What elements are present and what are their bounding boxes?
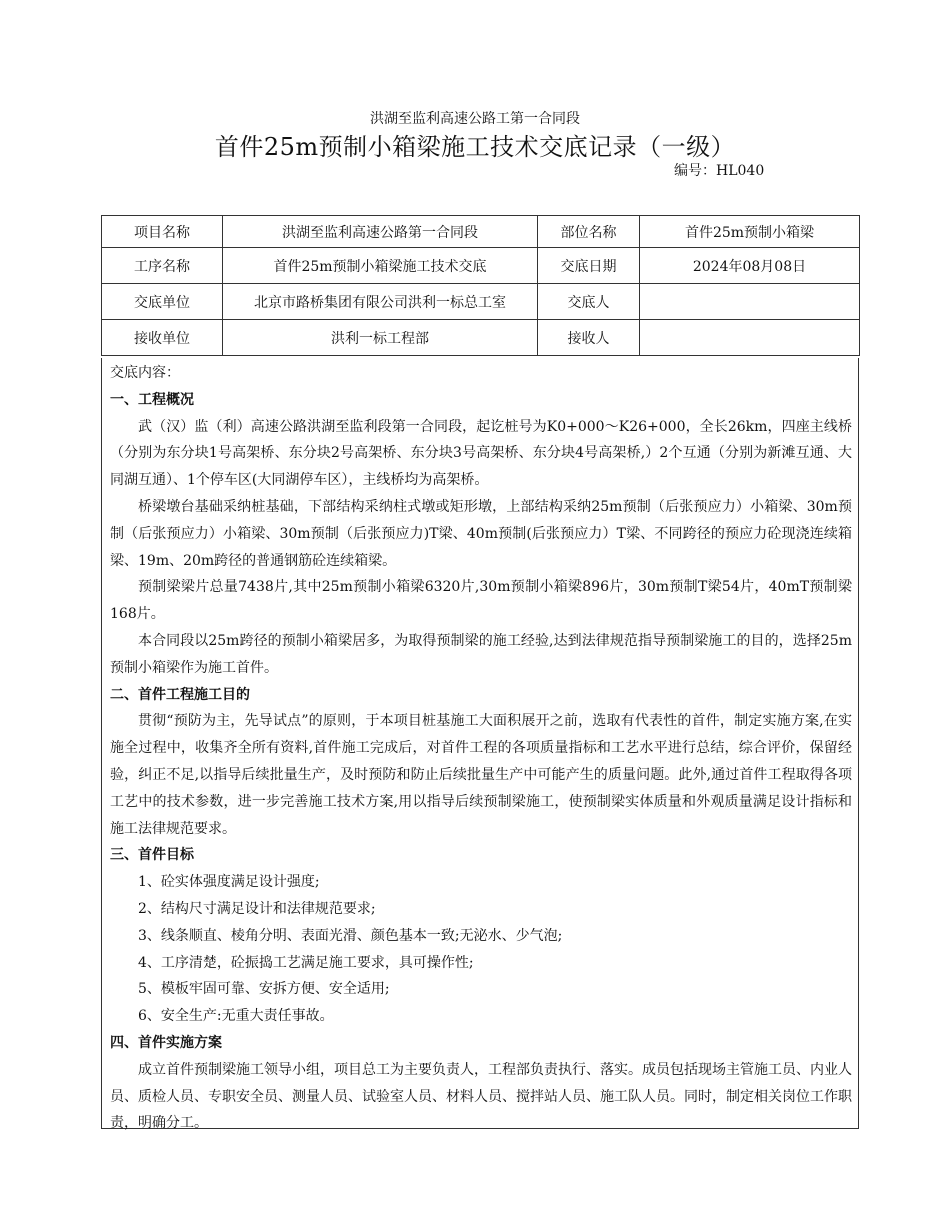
table-row (102, 284, 860, 320)
receiving-unit-value: 洪利一标工程部 (223, 320, 538, 356)
receiver-value (640, 320, 860, 356)
part-name-label: 部位名称 (538, 216, 640, 248)
project-name-label: 项目名称 (102, 216, 223, 248)
document-title: 首件25m预制小箱梁施工技术交底记录（一级） (214, 133, 736, 161)
date-value: 2024年08月08日 (640, 248, 860, 284)
overview-paragraph-1: 武（汉）监（利）高速公路洪湖至监利段第一合同段，起讫桩号为K0+000～K26+000，全长26km，四座主线桥（分别为东分块1号高架桥、东分块2号高架桥、东分块3号高架桥、东分块4号高架桥,）2个互通（分别为新滩互通、大同湖互通）、1个停车区(大同湖停车区），主线桥均为高架桥。 (110, 418, 852, 489)
goal-item: 5、模板牢固可靠、安拆方便、安全适用; (138, 981, 390, 998)
receiving-unit-label: 接收单位 (102, 320, 223, 356)
part-name-value: 首件25m预制小箱梁 (640, 216, 860, 248)
content-intro-label: 交底内容： (110, 365, 180, 381)
plan-paragraph: 成立首件预制梁施工领导小组，项目总工为主要负责人，工程部负责执行、落实。成员包括现场主管施工员、内业人员、质检人员、专职安全员、测量人员、试验室人员、材料人员、搅拌站人员、施工队人员。同时，制定相关岗位工作职责，明确分工。 (110, 1061, 852, 1132)
table-row (102, 216, 860, 248)
purpose-paragraph: 贯彻“预防为主，先导试点”的原则，于本项目桩基施工大面积展开之前，选取有代表性的首件，制定实施方案,在实施全过程中，收集齐全所有资料,首件施工完成后，对首件工程的各项质量指标和工艺水平进行总结，综合评价，保留经验，纠正不足,以指导后续批量生产，及时预防和防止后续批量生产中可能产生的质量问题。此外,通过首件工程取得各项工艺中的技术参数，进一步完善施工技术方案,用以指导后续预制梁施工，使预制梁实体质量和外观质量满足设计指标和施工法律规范要求。 (110, 713, 852, 837)
issuer-label: 交底人 (538, 284, 640, 320)
goal-item: 2、结构尺寸满足设计和法律规范要求; (138, 900, 376, 917)
goal-item: 6、安全生产:无重大责任事故。 (138, 1008, 334, 1025)
overview-paragraph-2: 桥梁墩台基础采纳桩基础，下部结构采纳柱式墩或矩形墩，上部结构采纳25m预制（后张预应力）小箱梁、30m预制（后张预应力）小箱梁、30m预制（后张预应力)T梁、40m预制(后张预应力）T梁、不同跨径的预应力砼现浇连续箱梁、19m、20m跨径的普通钢筋砼连续箱梁。 (110, 498, 852, 569)
info-table (101, 215, 860, 356)
overview-paragraph-3: 预制梁梁片总量7438片,其中25m预制小箱梁6320片,30m预制小箱梁896片，30m预制T梁54片，40mT预制梁168片。 (110, 579, 852, 623)
process-name-value: 首件25m预制小箱梁施工技术交底 (223, 248, 538, 284)
process-name-label: 工序名称 (102, 248, 223, 284)
section-heading-purpose: 二、首件工程施工目的 (110, 686, 250, 703)
project-name-value: 洪湖至监利高速公路第一合同段 (223, 216, 538, 248)
table-row (102, 320, 860, 356)
issuing-unit-label: 交底单位 (102, 284, 223, 320)
issuer-value (640, 284, 860, 320)
document-number: 编号：HL040 (674, 163, 765, 179)
section-heading-plan: 四、首件实施方案 (110, 1034, 222, 1051)
disclosure-content (101, 358, 859, 1132)
issuing-unit-value: 北京市路桥集团有限公司洪利一标总工室 (223, 284, 538, 320)
date-label: 交底日期 (538, 248, 640, 284)
project-subtitle: 洪湖至监利高速公路工第一合同段 (370, 111, 580, 127)
goal-item: 1、砼实体强度满足设计强度; (138, 874, 320, 891)
table-row (102, 248, 860, 284)
goal-item: 3、线条顺直、棱角分明、表面光滑、颜色基本一致;无泌水、少气泡; (138, 927, 563, 944)
receiver-label: 接收人 (538, 320, 640, 356)
overview-paragraph-4: 本合同段以25m跨径的预制小箱梁居多，为取得预制梁的施工经验,达到法律规范指导预制梁施工的目的，选择25m预制小箱梁作为施工首件。 (110, 632, 852, 676)
section-heading-goals: 三、首件目标 (110, 847, 194, 864)
section-heading-overview: 一、工程概况 (110, 391, 194, 408)
goal-item: 4、工序清楚，砼振捣工艺满足施工要求，具可操作性; (138, 954, 474, 971)
